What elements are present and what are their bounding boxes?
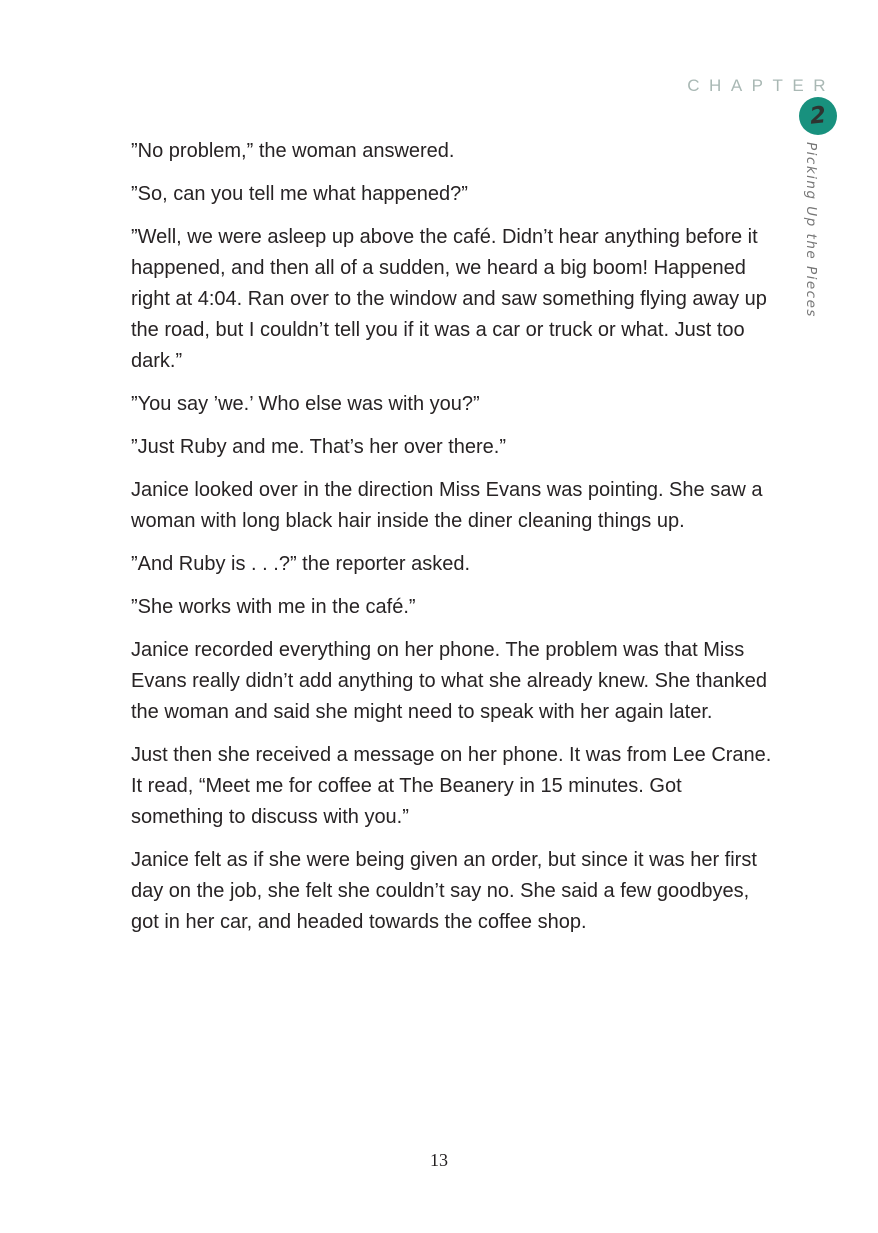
paragraph: ”And Ruby is . . .?” the reporter asked. <box>131 553 471 575</box>
paragraph: ”So, can you tell me what happened?” <box>131 183 468 205</box>
paragraph: ”Just Ruby and me. That’s her over there.” <box>131 436 506 458</box>
paragraph: Janice recorded everything on her phone. The problem was that Miss Evans really didn’t add anything to what she already knew. She thanked the woman and said she might need to speak with her again later. <box>131 639 767 723</box>
page-content <box>131 136 779 950</box>
paragraph: ”Well, we were asleep up above the café. Didn’t hear anything before it happened, and then all of a sudden, we heard a big boom! Happened right at 4:04. Ran over to the window and saw something flying away up the road, but I couldn’t tell you if it was a car or truck or what. Just too dark.” <box>131 226 767 372</box>
paragraph: Just then she received a message on her phone. It was from Lee Crane. It read, “Meet me for coffee at The Beanery in 15 minutes. Got something to discuss with you.” <box>131 744 772 828</box>
paragraph: ”No problem,” the woman answered. <box>131 140 455 162</box>
paragraph: Janice felt as if she were being given an order, but since it was her first day on the job, she felt she couldn’t say no. She said a few goodbyes, got in her car, and headed towards the coffee shop. <box>131 849 757 933</box>
paragraph: ”You say ’we.’ Who else was with you?” <box>131 393 480 415</box>
chapter-title-vertical: Picking Up the Pieces <box>803 142 819 318</box>
chapter-number-badge <box>799 97 837 135</box>
chapter-number: 2 <box>808 101 828 130</box>
chapter-label: CHAPTER <box>687 76 835 95</box>
paragraph: Janice looked over in the direction Miss Evans was pointing. She saw a woman with long black hair inside the diner cleaning things up. <box>131 479 763 532</box>
paragraph: ”She works with me in the café.” <box>131 596 416 618</box>
page-number: 13 <box>430 1150 448 1170</box>
